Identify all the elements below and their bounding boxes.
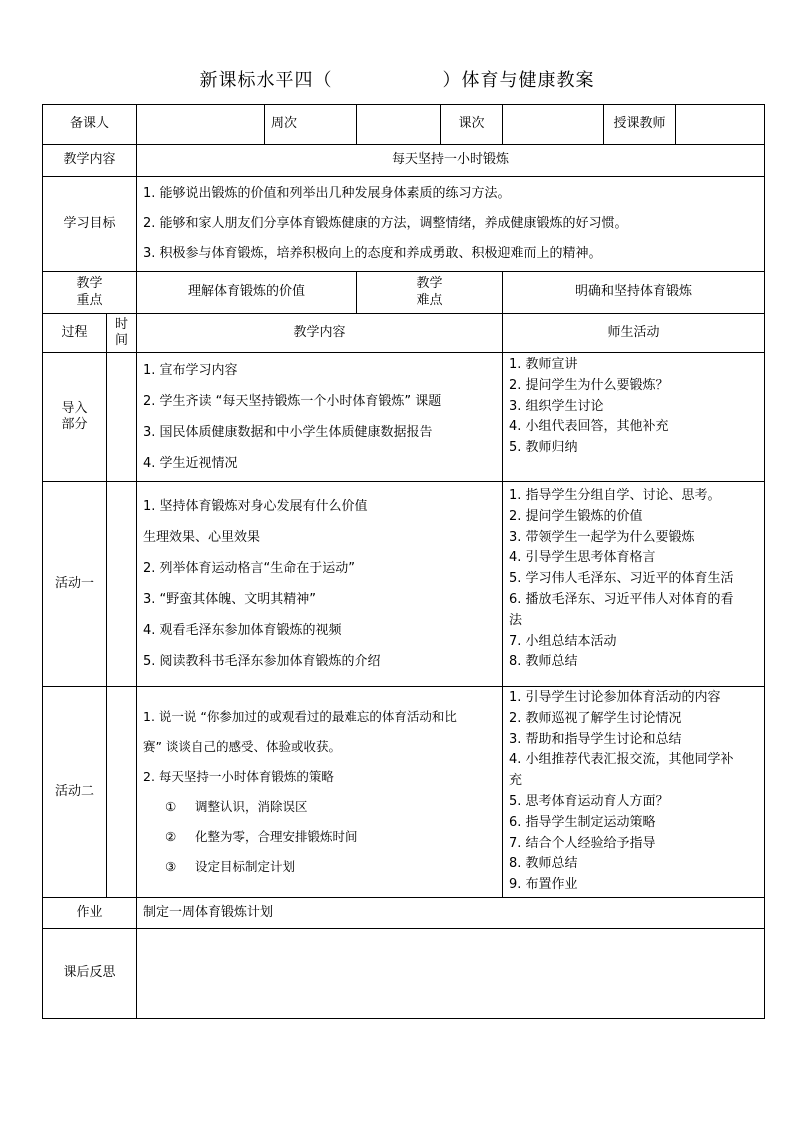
list-item: 7. 结合个人经验给予指导: [509, 835, 656, 851]
list-item: 3. 国民体质健康数据和中小学生体质健康数据报告: [143, 425, 433, 440]
homework-value: 制定一周体育锻炼计划: [137, 898, 765, 929]
teacher-label: 授课教师: [604, 105, 676, 145]
preparer-value: [137, 105, 265, 145]
section-intro-label-line1: 导入: [61, 400, 88, 416]
list-item: 5. 思考体育运动育人方面？: [509, 793, 669, 809]
goals-label: 学习目标: [43, 177, 137, 272]
list-item: 3. “野蛮其体魄、文明其精神”: [143, 592, 317, 607]
intro-activity-list: [509, 355, 758, 459]
goals-cell: [137, 177, 765, 272]
week-value: [357, 105, 441, 145]
homework-label: 作业: [43, 898, 137, 929]
section-intro-activities: [503, 353, 765, 482]
strategy-mark: ②: [165, 829, 177, 844]
strategy-item: [143, 792, 496, 822]
list-item: 1. 指导学生分组自学、讨论、思考。: [509, 488, 721, 503]
list-item: 6. 播放毛泽东、习近平伟人对体育的看: [509, 591, 734, 607]
difficulty-value: 明确和坚持体育锻炼: [503, 272, 765, 314]
list-item: 6. 指导学生制定运动策略: [509, 814, 656, 830]
reflection-value: [137, 929, 765, 1019]
reflection-label: 课后反思: [43, 929, 137, 1019]
list-item: 8. 教师总结: [509, 856, 578, 872]
lesson-value: [503, 105, 604, 145]
strategy-mark: ①: [165, 799, 177, 814]
difficulty-label: [357, 272, 503, 314]
activity1-activity-list: [509, 486, 758, 673]
header-row: [43, 105, 765, 145]
activity2-content-list: [143, 702, 496, 792]
list-item: 生理效果、心里效果: [143, 530, 261, 545]
content-label: 教学内容: [43, 145, 137, 177]
title-right: ）体育与健康教案: [442, 70, 595, 91]
section-intro-label-line2: 部分: [61, 417, 88, 432]
key-point-label-line2: 重点: [76, 292, 103, 308]
list-item: 4. 学生近视情况: [143, 456, 238, 471]
column-header-row: [43, 314, 765, 353]
list-item: 1. 坚持体育锻炼对身心发展有什么价值: [143, 499, 368, 514]
list-item: 1. 教师宣讲: [509, 357, 578, 372]
list-item: 2. 提问学生为什么要锻炼？: [509, 377, 669, 393]
time-header-line1: 时: [115, 316, 129, 332]
section-activity2-time: [107, 687, 137, 898]
section-activity2-activities: [503, 687, 765, 898]
strategy-text: 化整为零，合理安排锻炼时间: [195, 829, 358, 844]
section-intro-label: [43, 353, 107, 482]
goal-item: 2. 能够和家人朋友们分享体育锻炼健康的方法，调整情绪，养成健康锻炼的好习惯。: [143, 216, 628, 231]
content-row: [43, 145, 765, 177]
lesson-plan-table: [42, 104, 765, 1019]
title-left: 新课标水平四（: [199, 70, 333, 91]
list-item: 4. 小组推荐代表汇报交流，其他同学补: [509, 752, 734, 768]
teacher-value: [676, 105, 765, 145]
activity1-content-list: [143, 491, 496, 677]
list-item: 3. 带领学生一起学为什么要锻炼: [509, 529, 695, 545]
strategy-item: [143, 852, 496, 882]
list-item: 5. 阅读教科书毛泽东参加体育锻炼的介绍: [143, 654, 381, 669]
list-item: 3. 组织学生讨论: [509, 398, 604, 414]
list-item: 赛” 谈谈自己的感受、体验或收获。: [143, 739, 341, 754]
homework-row: [43, 898, 765, 929]
goals-row: [43, 177, 765, 272]
key-points-row: [43, 272, 765, 314]
section-activity1-row: [43, 482, 765, 687]
preparer-label: 备课人: [43, 105, 137, 145]
activity2-activity-list: [509, 688, 758, 896]
list-item: 1. 引导学生讨论参加体育活动的内容: [509, 690, 721, 705]
goal-item: 1. 能够说出锻炼的价值和列举出几种发展身体素质的练习方法。: [143, 186, 511, 201]
strategy-text: 调整认识，消除误区: [195, 799, 308, 814]
goals-list: [143, 179, 758, 269]
list-item: 1. 宣布学习内容: [143, 363, 238, 378]
section-activity1-content: [137, 482, 503, 687]
section-activity2-label: 活动二: [43, 687, 107, 898]
list-item: 2. 每天坚持一小时体育锻炼的策略: [143, 769, 334, 784]
lesson-label: 课次: [441, 105, 503, 145]
section-activity1-activities: [503, 482, 765, 687]
section-activity1-time: [107, 482, 137, 687]
strategy-item: [143, 822, 496, 852]
activity-header: 师生活动: [503, 314, 765, 353]
list-item: 9. 布置作业: [509, 877, 578, 893]
difficulty-label-line2: 难点: [416, 292, 443, 308]
list-item: 2. 教师巡视了解学生讨论情况: [509, 710, 682, 726]
key-point-value: 理解体育锻炼的价值: [137, 272, 357, 314]
section-intro-content: [137, 353, 503, 482]
list-item: 1. 说一说 “你参加过的或观看过的最难忘的体育活动和比: [143, 709, 457, 724]
week-label: 周次: [265, 105, 357, 145]
page-title: [0, 66, 794, 92]
list-item: 4. 引导学生思考体育格言: [509, 550, 656, 566]
process-header: 过程: [43, 314, 107, 353]
list-item: 2. 列举体育运动格言“生命在于运动”: [143, 561, 356, 576]
list-item: 2. 学生齐读 “每天坚持锻炼一个小时体育锻炼” 课题: [143, 394, 442, 409]
list-item: 7. 小组总结本活动: [509, 633, 617, 649]
list-item: 充: [509, 773, 523, 789]
key-point-label: [43, 272, 137, 314]
section-intro-time: [107, 353, 137, 482]
intro-content-list: [143, 355, 496, 479]
section-activity2-row: [43, 687, 765, 898]
key-point-label-line1: 教学: [76, 276, 103, 292]
list-item: 4. 观看毛泽东参加体育锻炼的视频: [143, 623, 342, 638]
time-header-line2: 间: [115, 333, 129, 348]
strategy-mark: ③: [165, 859, 177, 874]
list-item: 法: [509, 612, 523, 628]
content-header: 教学内容: [137, 314, 503, 353]
section-activity1-label: 活动一: [43, 482, 107, 687]
time-header: [107, 314, 137, 353]
content-value: 每天坚持一小时锻炼: [137, 145, 765, 177]
list-item: 2. 提问学生锻炼的价值: [509, 508, 643, 524]
goal-item: 3. 积极参与体育锻炼，培养积极向上的态度和养成勇敢、积极迎难而上的精神。: [143, 246, 602, 261]
difficulty-label-line1: 教学: [416, 276, 443, 292]
list-item: 5. 教师归纳: [509, 440, 578, 456]
section-activity2-content: [137, 687, 503, 898]
list-item: 5. 学习伟人毛泽东、习近平的体育生活: [509, 571, 734, 587]
strategy-text: 设定目标制定计划: [195, 859, 296, 874]
strategy-list: [143, 792, 496, 882]
reflection-row: [43, 929, 765, 1019]
list-item: 3. 帮助和指导学生讨论和总结: [509, 731, 682, 747]
list-item: 8. 教师总结: [509, 654, 578, 670]
list-item: 4. 小组代表回答，其他补充: [509, 419, 669, 435]
section-intro-row: [43, 353, 765, 482]
